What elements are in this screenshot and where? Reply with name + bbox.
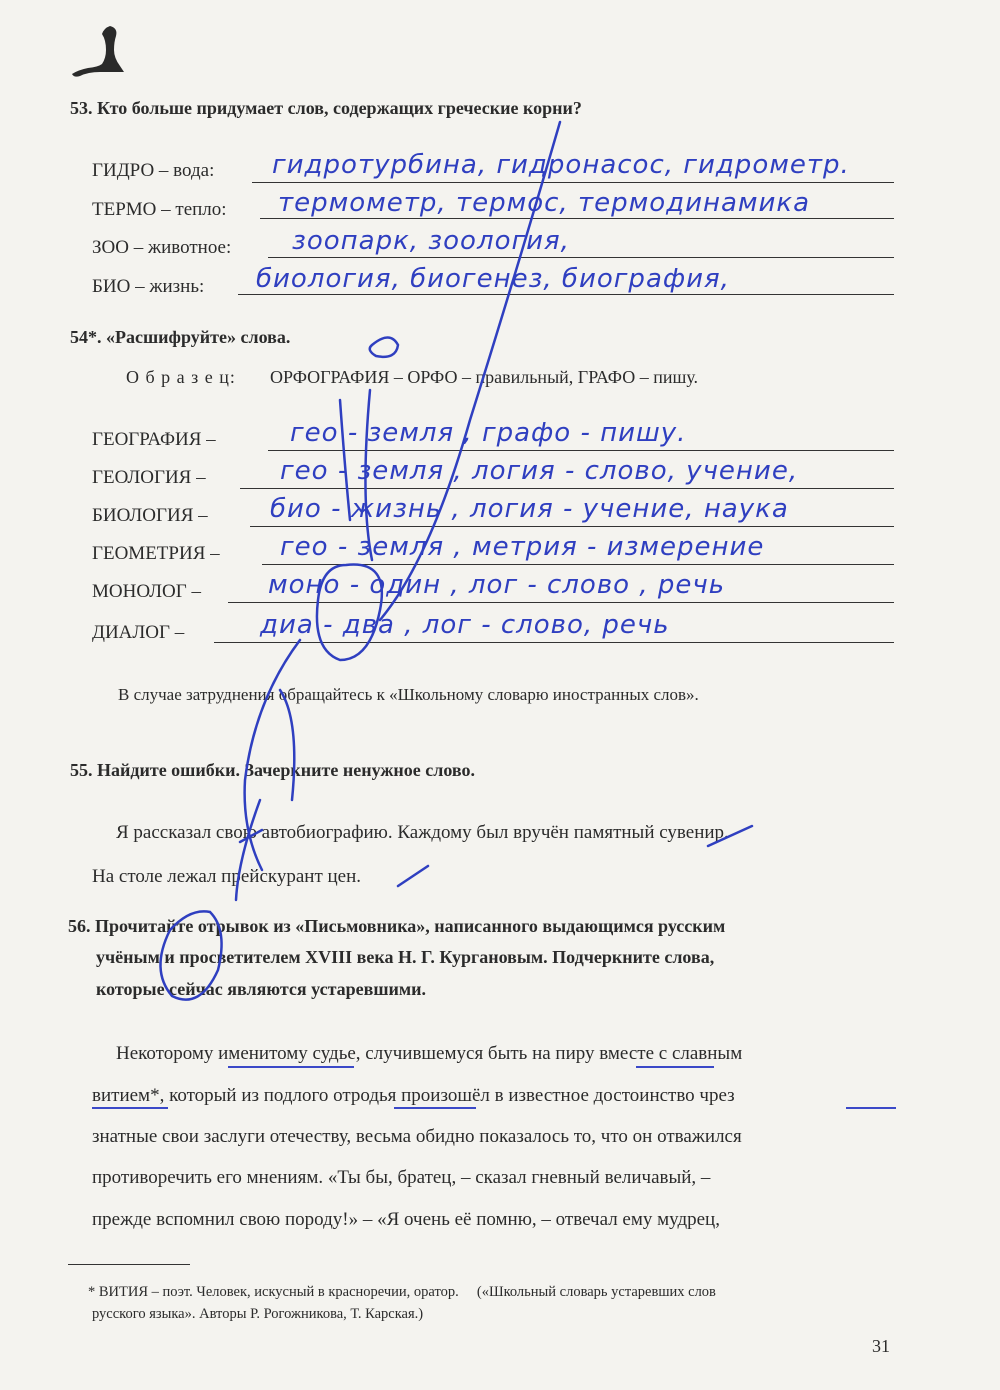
- ex54-answer-1: гео - земля , графо - пишу.: [290, 418, 687, 448]
- strike-mark: [398, 866, 428, 886]
- ex54-title: 54*. «Расшифруйте» слова.: [70, 327, 291, 347]
- footnote-line-1: * ВИТИЯ – поэт. Человек, искусный в красноречии, оратор. («Школьный словарь устаревших слов: [88, 1284, 716, 1300]
- ex53-label-4: БИО – жизнь:: [92, 276, 205, 297]
- ex56-title-2: учёным и просветителем XVIII века Н. Г. Кургановым. Подчеркните слова,: [96, 947, 715, 967]
- ex54-answer-4: гео - земля , метрия - измерение: [280, 532, 765, 562]
- ex55-line-1: Я рассказал свою автобиографию. Каждому был вручён памятный сувенир.: [116, 822, 729, 843]
- ex53-answer-1: гидротурбина, гидронасос, гидрометр.: [272, 150, 850, 180]
- grade-stroke: [317, 565, 382, 660]
- grade-stroke: [236, 800, 260, 900]
- ex53-answer-3: зоопарк, зоология,: [292, 226, 570, 256]
- ex54-label-2: ГЕОЛОГИЯ –: [92, 467, 206, 488]
- ex55-title: 55. Найдите ошибки. Зачеркните ненужное слово.: [70, 760, 476, 780]
- grade-stroke: [340, 400, 350, 520]
- ex54-answer-3: био - жизнь , логия - учение, наука: [270, 494, 789, 524]
- ex54-label-5: МОНОЛОГ –: [92, 581, 201, 602]
- ex56-text-3: знатные свои заслуги отечеству, весьма обидно показалось то, что он отважился: [92, 1126, 742, 1147]
- ex54-label-6: ДИАЛОГ –: [92, 622, 185, 643]
- grade-stroke: [370, 338, 398, 357]
- page-number: 31: [872, 1336, 890, 1356]
- ex53-title: 53. Кто больше придумает слов, содержащих греческие корни?: [70, 98, 582, 118]
- ex54-sample-text: ОРФОГРАФИЯ – ОРФО – правильный, ГРАФО – пишу.: [270, 367, 699, 387]
- grade-stroke: [280, 690, 294, 800]
- ex53-answer-4: биология, биогенез, биография,: [256, 264, 730, 294]
- ex56-text-2: витием*, который из подлого отродья произошёл в известное достоинство чрез: [92, 1085, 735, 1106]
- ex54-answer-2: гео - земля , логия - слово, учение,: [280, 456, 799, 486]
- strike-mark: [708, 826, 752, 846]
- ex56-text-1: Некоторому именитому судье, случившемуся быть на пиру вместе с славным: [116, 1043, 743, 1064]
- ex54-label-4: ГЕОМЕТРИЯ –: [92, 543, 220, 564]
- ex56-text-5: прежде вспомнил свою породу!» – «Я очень её помню, – отвечал ему мудрец,: [92, 1209, 720, 1230]
- ex54-label-1: ГЕОГРАФИЯ –: [92, 429, 216, 450]
- ex54-sample-label: О б р а з е ц:: [126, 367, 236, 387]
- grade-stroke: [160, 911, 221, 999]
- ex56-text-4: противоречить его мнениям. «Ты бы, братец, – сказал гневный величавый, –: [92, 1167, 711, 1188]
- ex53-answer-2: термометр, термос, термодинамика: [278, 188, 811, 218]
- ex54-note: В случае затруднения обращайтесь к «Школьному словарю иностранных слов».: [118, 685, 699, 704]
- grade-stroke: [365, 390, 372, 560]
- ex55-line-2: На столе лежал прейскурант цен.: [92, 866, 362, 887]
- ex54-answer-5: моно - один , лог - слово , речь: [268, 570, 726, 600]
- ex53-label-2: ТЕРМО – тепло:: [92, 199, 227, 220]
- ex54-label-3: БИОЛОГИЯ –: [92, 505, 208, 526]
- ex53-label-3: ЗОО – животное:: [92, 237, 232, 258]
- grade-stroke: [380, 122, 560, 620]
- footnote-line-2: русского языка». Авторы Р. Рогожникова, Т. Карская.): [92, 1306, 424, 1322]
- ex56-title-3: которые сейчас являются устаревшими.: [96, 979, 427, 999]
- ex56-title-1: 56. Прочитайте отрывок из «Письмовника», написанного выдающимся русским: [68, 916, 726, 936]
- ex54-answer-6: диа - два , лог - слово, речь: [260, 610, 670, 640]
- ex53-label-1: ГИДРО – вода:: [92, 160, 215, 181]
